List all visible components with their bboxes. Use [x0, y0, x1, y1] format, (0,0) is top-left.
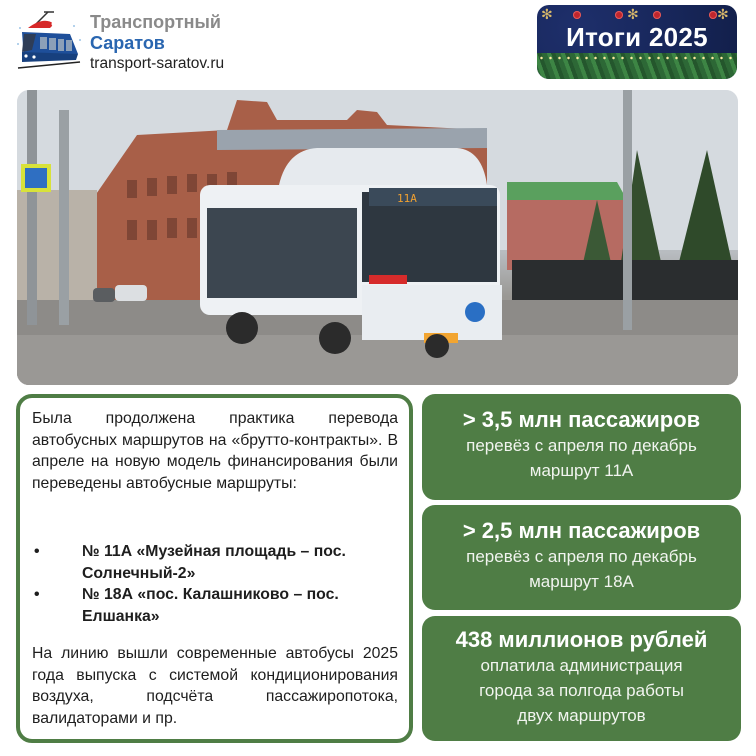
year-summary-badge — [537, 5, 737, 79]
bullet-icon: • — [34, 543, 40, 560]
brand-line-1: Транспортный — [90, 12, 221, 32]
stat-card-funding — [422, 616, 741, 741]
stat-line: города за полгода работы — [479, 681, 684, 700]
route-list-item — [32, 541, 398, 584]
ornament-icon — [615, 11, 623, 19]
description-panel — [16, 394, 413, 743]
route-name: № 11А «Музейная площадь – пос. — [82, 543, 346, 560]
ornament-icon — [653, 11, 661, 19]
brand-block — [90, 12, 224, 74]
badge-title: Итоги 2025 — [566, 22, 708, 52]
outro-paragraph: На линию вышли современные автобусы 2025 года выпуска с системой кондиционирования воздуха, подсчёта пассажиропотока, валидаторами и пр. — [32, 645, 398, 727]
snowflake-icon: ✻ — [541, 7, 553, 23]
stat-headline: > 2,5 млн пассажиров — [462, 518, 701, 543]
bullet-icon: • — [34, 586, 40, 603]
route-name: № 18А «пос. Калашниково – пос. — [82, 586, 339, 603]
brand-url-link[interactable]: transport-saratov.ru — [90, 55, 225, 72]
brand-line-2: Саратов — [90, 33, 165, 53]
stat-card-route-18a — [422, 505, 741, 610]
stat-line: маршрут 11А — [529, 461, 634, 480]
route-name-cont: Солнечный-2» — [82, 564, 196, 582]
stat-line: оплатила администрация — [480, 656, 683, 675]
tram-logo-icon — [14, 10, 84, 72]
stat-headline: 438 миллионов рублей — [455, 627, 708, 652]
svg-text:11А: 11А — [397, 192, 417, 205]
stat-card-route-11a — [422, 394, 741, 500]
ornament-icon — [573, 11, 581, 19]
route-name-cont: Елшанка» — [82, 607, 160, 625]
route-list — [32, 541, 398, 627]
stat-line: маршрут 18А — [529, 572, 634, 591]
stat-line: перевёз с апреля по декабрь — [466, 547, 697, 566]
snowflake-icon: ✻ — [717, 7, 729, 23]
intro-paragraph: Была продолжена практика перевода автобусных маршрутов на «брутто-контракты». В апреле на новую модель финансирования были переведены автобусные маршруты: — [32, 410, 398, 492]
stat-line: перевёз с апреля по декабрь — [466, 436, 697, 455]
garland-lights-decoration — [537, 53, 737, 63]
snowflake-icon: ✻ — [627, 7, 639, 23]
stat-line: двух маршрутов — [517, 706, 646, 725]
stat-headline: > 3,5 млн пассажиров — [462, 407, 701, 432]
bus-street-photo — [17, 90, 738, 385]
ornament-icon — [709, 11, 717, 19]
route-list-item — [32, 584, 398, 627]
